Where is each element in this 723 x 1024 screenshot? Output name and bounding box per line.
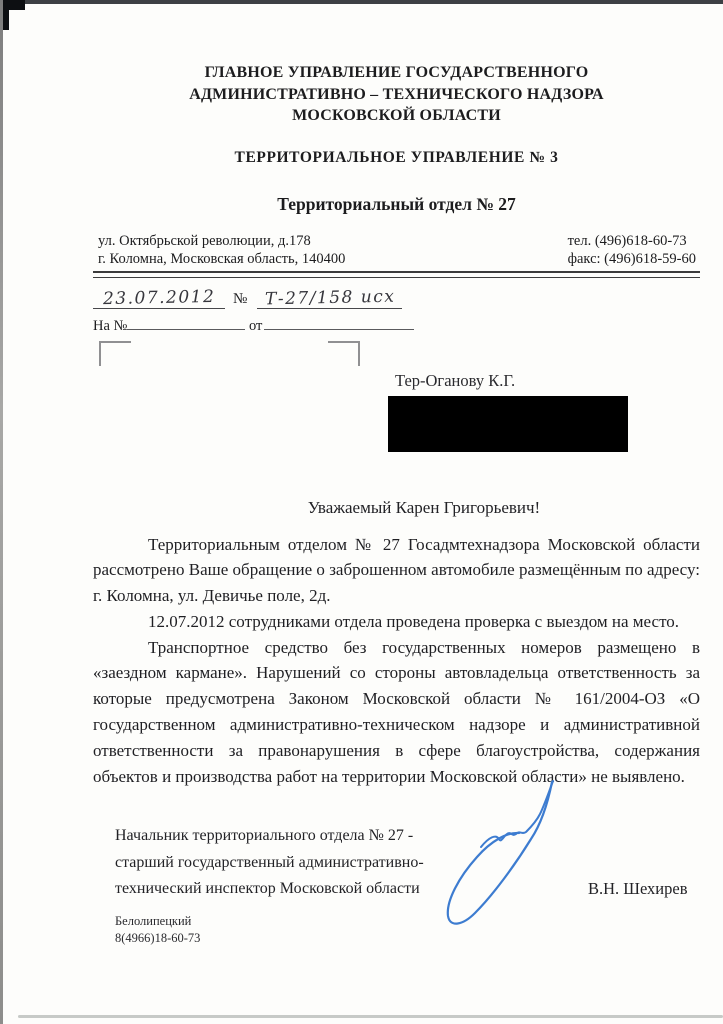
- body-paragraph: Транспортное средство без государственных номеров размещено в «заездном кармане». Нарушений со стороны автовладельца ответственность за которые предусмотрена Законом Московской области № 161/2004-ОЗ «О государственном административно-техническом надзоре и административной ответственности за правонарушения в сфере благоустройства, содержания объектов и производства работ на территории Московской области» не выявлено.: [93, 637, 700, 786]
- org-name-line3: МОСКОВСКОЙ ОБЛАСТИ: [292, 107, 501, 124]
- phone-fax: [568, 232, 700, 269]
- outgoing-reference-line: [93, 288, 700, 312]
- executor-info: [115, 913, 200, 947]
- recipient-name: Тер-Оганову К.Г.: [395, 370, 516, 390]
- reply-to-label: На №: [93, 317, 128, 334]
- signer-name: В.Н. Шехирев: [588, 879, 688, 899]
- address-line2: г. Коломна, Московская область, 140400: [98, 251, 346, 267]
- reply-date-blank: [264, 316, 414, 330]
- redacted-address-block: [388, 396, 628, 452]
- signer-position-line3: технический инспектор Московской области: [115, 880, 420, 898]
- executor-name: Белолипецкий: [115, 914, 192, 929]
- contact-block: [93, 232, 700, 269]
- postal-address: [93, 232, 345, 269]
- signer-position: [115, 823, 485, 903]
- territorial-department: Территориальный отдел № 27: [277, 193, 516, 214]
- handwritten-signature: [439, 777, 609, 942]
- org-name-line1: ГЛАВНОЕ УПРАВЛЕНИЕ ГОСУДАРСТВЕННОГО: [204, 64, 589, 81]
- address-line1: ул. Октябрьской революции, д.178: [98, 232, 311, 249]
- letter-content: [93, 0, 700, 975]
- territorial-division: ТЕРРИТОРИАЛЬНОЕ УПРАВЛЕНИЕ № 3: [234, 148, 559, 166]
- body-paragraph: Территориальным отделом № 27 Госадмтехнадзора Московской области рассмотрено Ваше обращение о заброшенном автомобиле размещённым по адресу: г. Коломна, ул. Девичье поле, 2д.: [93, 534, 700, 606]
- salutation: Уважаемый Карен Григорьевич!: [307, 497, 541, 517]
- org-name-line2: АДМИНИСТРАТИВНО – ТЕХНИЧЕСКОГО НАДЗОРА: [189, 85, 604, 103]
- letterhead-divider: [93, 271, 700, 278]
- outgoing-date-handwritten: 23.07.2012: [93, 288, 225, 309]
- signature-block: [93, 815, 700, 975]
- scan-edge-bottom: [18, 1015, 723, 1018]
- letterhead: [93, 0, 700, 215]
- reply-number-blank: [127, 316, 245, 330]
- reference-block: [93, 288, 700, 335]
- from-label: от: [249, 317, 263, 334]
- signer-position-line1: Начальник территориального отдела № 27 -: [115, 827, 414, 845]
- number-sign: №: [233, 290, 248, 307]
- scan-edge-left: [0, 0, 3, 1024]
- executor-phone: 8(4966)18-60-73: [115, 931, 201, 946]
- outgoing-number-handwritten: Т-27/158 исх: [257, 288, 402, 309]
- fax-line: факс: (496)618-59-60: [567, 251, 696, 267]
- phone-line: тел. (496)618-60-73: [567, 232, 687, 249]
- incoming-reference-line: [93, 316, 700, 335]
- body-paragraph: 12.07.2012 сотрудниками отдела проведена проверка с выездом на место.: [148, 611, 680, 631]
- letter-body: [93, 532, 700, 790]
- signer-position-line2: старший государственный административно-: [115, 853, 424, 871]
- signature-stroke-loop: [448, 782, 552, 924]
